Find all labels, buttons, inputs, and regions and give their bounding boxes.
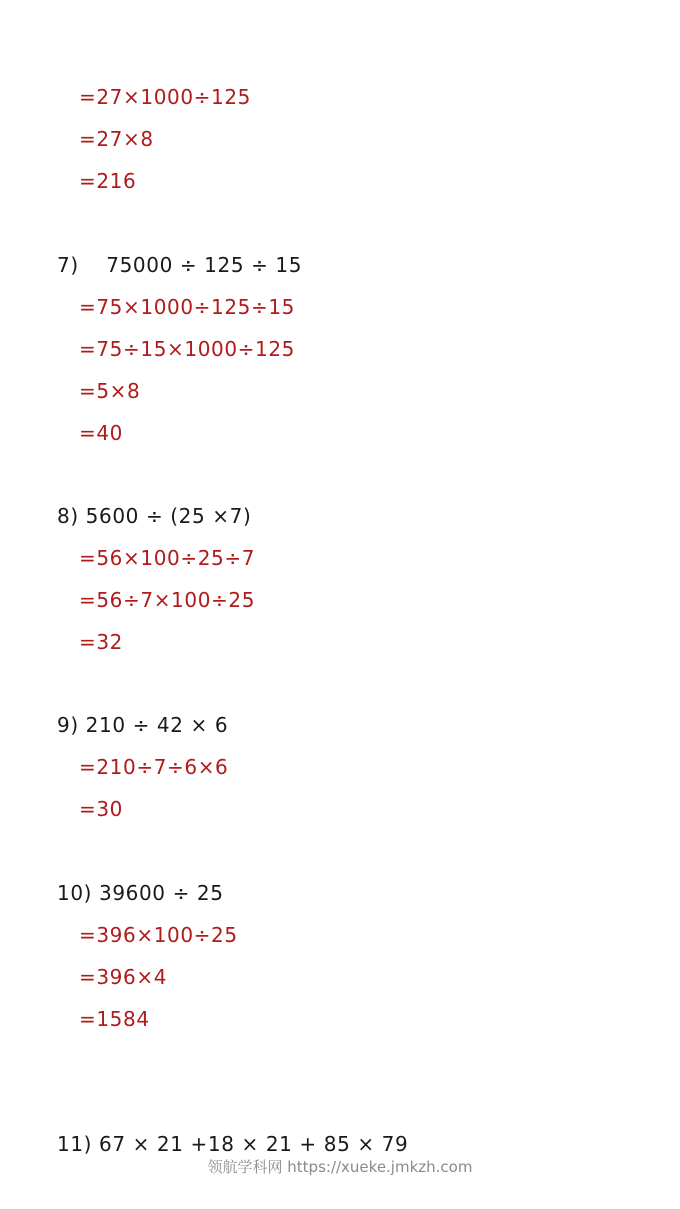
solution-step: =75÷15×1000÷125: [79, 337, 296, 361]
problem-title: 7) 75000 ÷ 125 ÷ 15: [57, 253, 303, 277]
footer-watermark: 领航学科网 https://xueke.jmkzh.com: [207, 1158, 473, 1176]
solution-step: =396×4: [79, 965, 168, 989]
problem-title: 10) 39600 ÷ 25: [57, 881, 224, 905]
solution-step: =27×8: [79, 127, 154, 151]
solution-step: =210÷7÷6×6: [79, 755, 229, 779]
solution-step: =27×1000÷125: [79, 85, 251, 109]
solution-step: =32: [79, 630, 124, 654]
problem-title: 8) 5600 ÷ (25 ×7): [57, 504, 252, 528]
solution-step: =5×8: [79, 379, 141, 403]
problem-title: 11) 67 × 21 +18 × 21 + 85 × 79: [57, 1132, 409, 1156]
solution-step: =396×100÷25: [79, 923, 238, 947]
problem-title: 9) 210 ÷ 42 × 6: [57, 713, 229, 737]
solution-step: =1584: [79, 1007, 150, 1031]
solution-step: =40: [79, 421, 124, 445]
solution-step: =75×1000÷125÷15: [79, 295, 296, 319]
solution-step: =56×100÷25÷7: [79, 546, 256, 570]
solution-step: =216: [79, 169, 137, 193]
solution-step: =56÷7×100÷25: [79, 588, 256, 612]
solution-step: =30: [79, 797, 124, 821]
